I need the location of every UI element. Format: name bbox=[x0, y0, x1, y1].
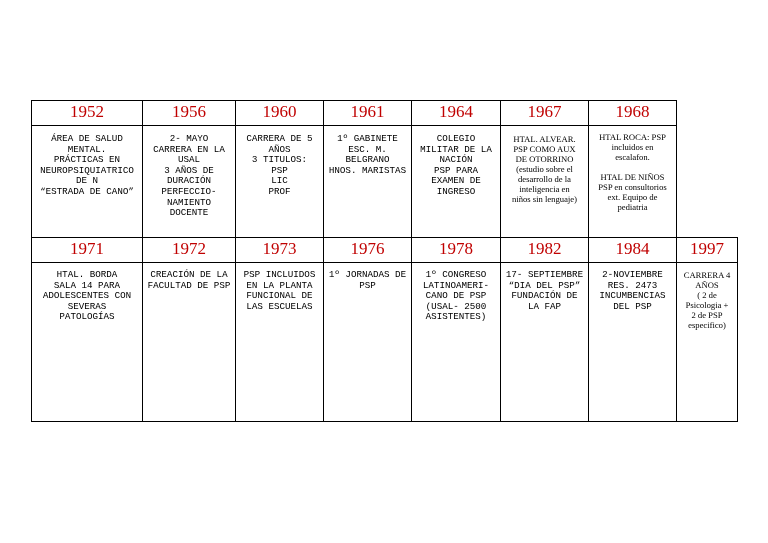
event-1973: PSP INCLUIDOS EN LA PLANTA FUNCIONAL DE LAS ESCUELAS bbox=[235, 262, 324, 422]
year-1952: 1952 bbox=[31, 100, 143, 126]
year-1984: 1984 bbox=[588, 237, 677, 263]
event-1967: HTAL. ALVEAR. PSP COMO AUX DE OTORRINO (estudio sobre el desarrollo de la inteligencia en niños sin lenguaje) bbox=[500, 125, 589, 238]
event-1982: 17- SEPTIEMBRE “DIA DEL PSP” FUNDACIÓN DE LA FAP bbox=[500, 262, 589, 422]
event-1956: 2- MAYO CARRERA EN LA USAL 3 AÑOS DE DURACIÓN PERFECCIO- NAMIENTO DOCENTE bbox=[142, 125, 236, 238]
event-1971: HTAL. BORDA SALA 14 PARA ADOLESCENTES CON SEVERAS PATOLOGÍAS bbox=[31, 262, 143, 422]
year-1968: 1968 bbox=[588, 100, 677, 126]
event-1961: 1º GABINETE ESC. M. BELGRANO HNOS. MARISTAS bbox=[323, 125, 412, 238]
year-1967: 1967 bbox=[500, 100, 589, 126]
event-1984: 2-NOVIEMBRE RES. 2473 INCUMBENCIAS DEL PSP bbox=[588, 262, 677, 422]
year-1978: 1978 bbox=[411, 237, 501, 263]
event-1972: CREACIÓN DE LA FACULTAD DE PSP bbox=[142, 262, 236, 422]
year-1956: 1956 bbox=[142, 100, 236, 126]
event-1997: CARRERA 4 AÑOS ( 2 de Psicologia + 2 de PSP especifico) bbox=[676, 262, 738, 422]
year-1976: 1976 bbox=[323, 237, 412, 263]
event-1978: 1º CONGRESO LATINOAMERI- CANO DE PSP (USAL- 2500 ASISTENTES) bbox=[411, 262, 501, 422]
year-1982: 1982 bbox=[500, 237, 589, 263]
year-1971: 1971 bbox=[31, 237, 143, 263]
year-1964: 1964 bbox=[411, 100, 501, 126]
event-1964: COLEGIO MILITAR DE LA NACIÓN PSP PARA EXAMEN DE INGRESO bbox=[411, 125, 501, 238]
year-1972: 1972 bbox=[142, 237, 236, 263]
event-1976: 1º JORNADAS DE PSP bbox=[323, 262, 412, 422]
year-1961: 1961 bbox=[323, 100, 412, 126]
event-1968: HTAL ROCA: PSP incluidos en escalafon. HTAL DE NIÑOS PSP en consultorios ext. Equipo de pediatria bbox=[588, 125, 677, 238]
event-1952: ÁREA DE SALUD MENTAL. PRÁCTICAS EN NEUROPSIQUIATRICO DE N “ESTRADA DE CANO” bbox=[31, 125, 143, 238]
year-1997: 1997 bbox=[676, 237, 738, 263]
event-1960: CARRERA DE 5 AÑOS 3 TITULOS: PSP LIC PROF bbox=[235, 125, 324, 238]
year-1960: 1960 bbox=[235, 100, 324, 126]
year-1973: 1973 bbox=[235, 237, 324, 263]
